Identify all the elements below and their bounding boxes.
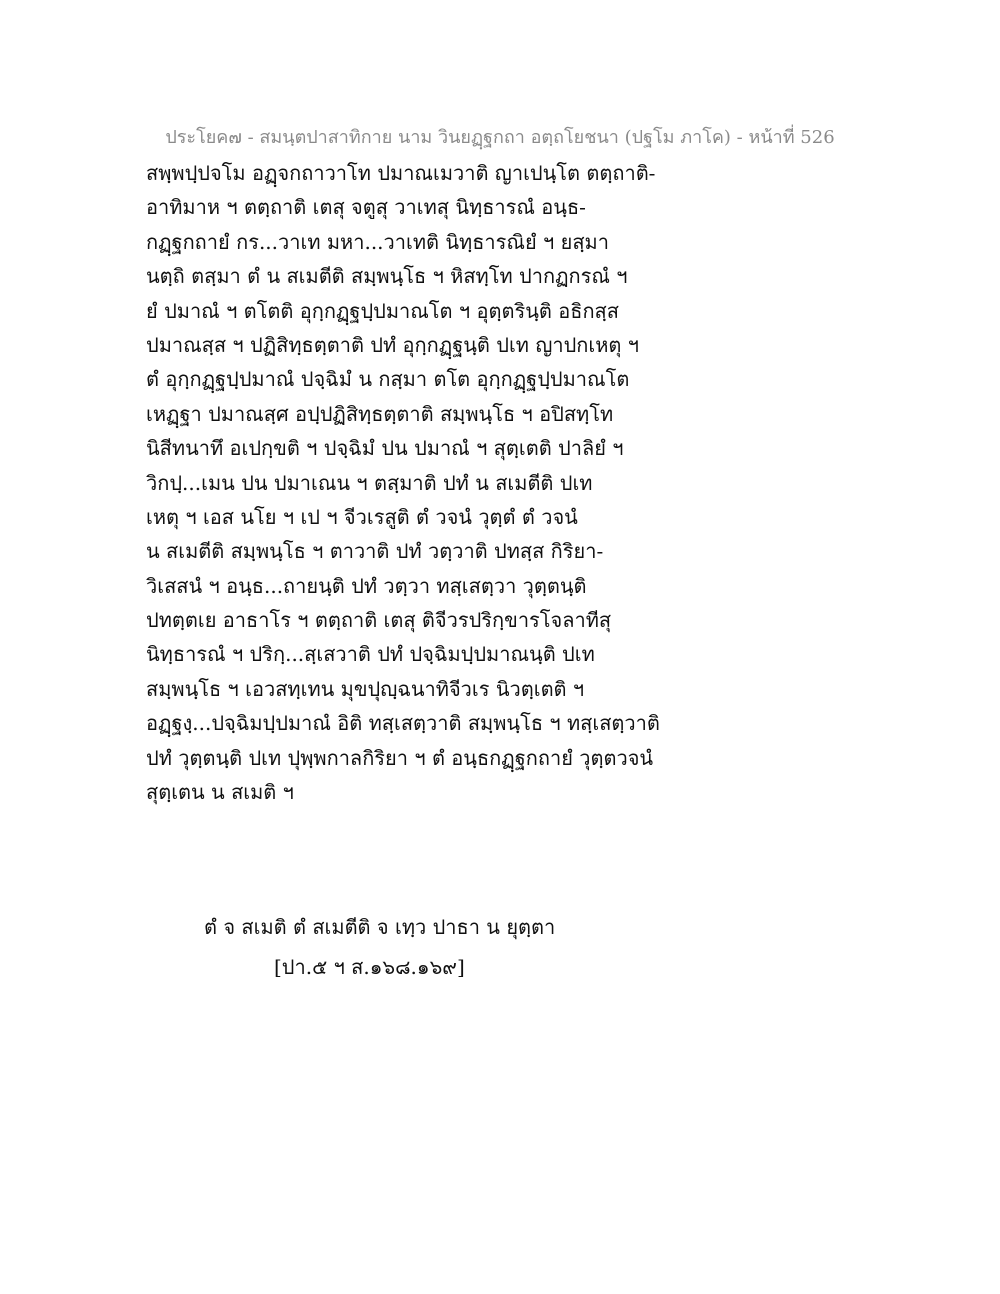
page-header: ประโยค๗ - สมนฺตปาสาทิกาย นาม วินยฏฺฐกถา อตฺถโยชนา (ปฐโม ภาโค) - หน้าที่ 526 (165, 127, 835, 148)
text-line: อฏฺฐงฺ...ปจฺฉิมปฺปมาณํ อิติ ทสฺเสตฺวาติ สมฺพนฺโธ ฯ ทสฺเสตฺวาติ (146, 711, 660, 736)
reference-citation: [ปา.๕ ฯ ส.๑๖๘.๑๖๙] (274, 955, 465, 979)
text-line: วิกปฺ...เมน ปน ปมาเณน ฯ ตสฺมาติ ปทํ น สเมตีติ ปเท (146, 470, 593, 495)
body-text (146, 156, 666, 809)
text-line: น สเมตีติ สมฺพนฺโธ ฯ ตาวาติ ปทํ วตฺวาติ ปทสฺส กิริยา- (146, 539, 604, 564)
text-line: อาทิมาห ฯ ตตฺถาติ เตสุ จตูสุ วาเทสุ นิทฺธารณํ อนฺธ- (146, 195, 586, 220)
text-line: เหตุ ฯ เอส นโย ฯ เป ฯ จีวเรสูติ ตํ วจนํ วุตฺตํ ตํ วจนํ (146, 504, 578, 529)
text-line: นิทฺธารณํ ฯ ปริกฺ...สฺเสวาติ ปทํ ปจฺฉิมปฺปมาณนฺติ ปเท (146, 642, 595, 667)
text-line: นิสีทนาทึ อเปกฺขติ ฯ ปจฺฉิมํ ปน ปมาณํ ฯ สุตฺเตติ ปาลิยํ ฯ (146, 436, 624, 461)
text-line: ยํ ปมาณํ ฯ ตโตติ อุกฺกฏฺฐปฺปมาณโต ฯ อุตฺตรินฺติ อธิกสฺส (146, 298, 619, 323)
text-line: กฏฺฐกถายํ กร...วาเท มหา...วาเทติ นิทฺธารณิยํ ฯ ยสฺมา (146, 229, 609, 254)
text-line: วิเสสนํ ฯ อนฺธ...ถายนฺติ ปทํ วตฺวา ทสฺเสตฺวา วุตฺตนฺติ (146, 573, 587, 598)
text-line: นตฺถิ ตสฺมา ตํ น สเมตีติ สมฺพนฺโธ ฯ หิสทฺโท ปากฏกรณํ ฯ (146, 264, 628, 289)
text-line: สุตฺเตน น สเมติ ฯ (146, 780, 294, 805)
text-line: สพฺพปฺปจโม อฏฺจกถาวาโท ปมาณเมวาติ ญาเปนฺโต ตตฺถาติ- (146, 161, 656, 185)
text-line: ตํ อุกฺกฏฺฐปฺปมาณํ ปจฺฉิมํ น กสฺมา ตโต อุกฺกฏฺฐปฺปมาณโต (146, 367, 630, 392)
text-line: ปมาณสฺส ฯ ปฏิสิทฺธตฺตาติ ปทํ อุกฺกฏฺฐนฺติ ปเท ญาปกเหตุ ฯ (146, 332, 639, 357)
text-line: ปทํ วุตฺตนฺติ ปเท ปุพฺพกาลกิริยา ฯ ตํ อนฺธกฏฺฐกถายํ วุตฺตวจนํ (146, 745, 654, 770)
text-line: เหฏฺฐา ปมาณสฺศ อปฺปฏิสิทฺธตฺตาติ สมฺพนฺโธ ฯ อปิสทฺโท (146, 401, 614, 426)
verse-line: ตํ จ สเมติ ตํ สเมตีติ จ เทฺว ปาธา น ยุตฺตา (204, 915, 556, 939)
text-line: ปทตฺตเย อาธาโร ฯ ตตฺถาติ เตสุ ติจีวรปริกฺขารโจลาทีสุ (146, 608, 612, 633)
text-line: สมฺพนฺโธ ฯ เอวสทฺเทน มุขปุญฺฉนาทิจีวเร นิวตฺเตติ ฯ (146, 676, 585, 701)
